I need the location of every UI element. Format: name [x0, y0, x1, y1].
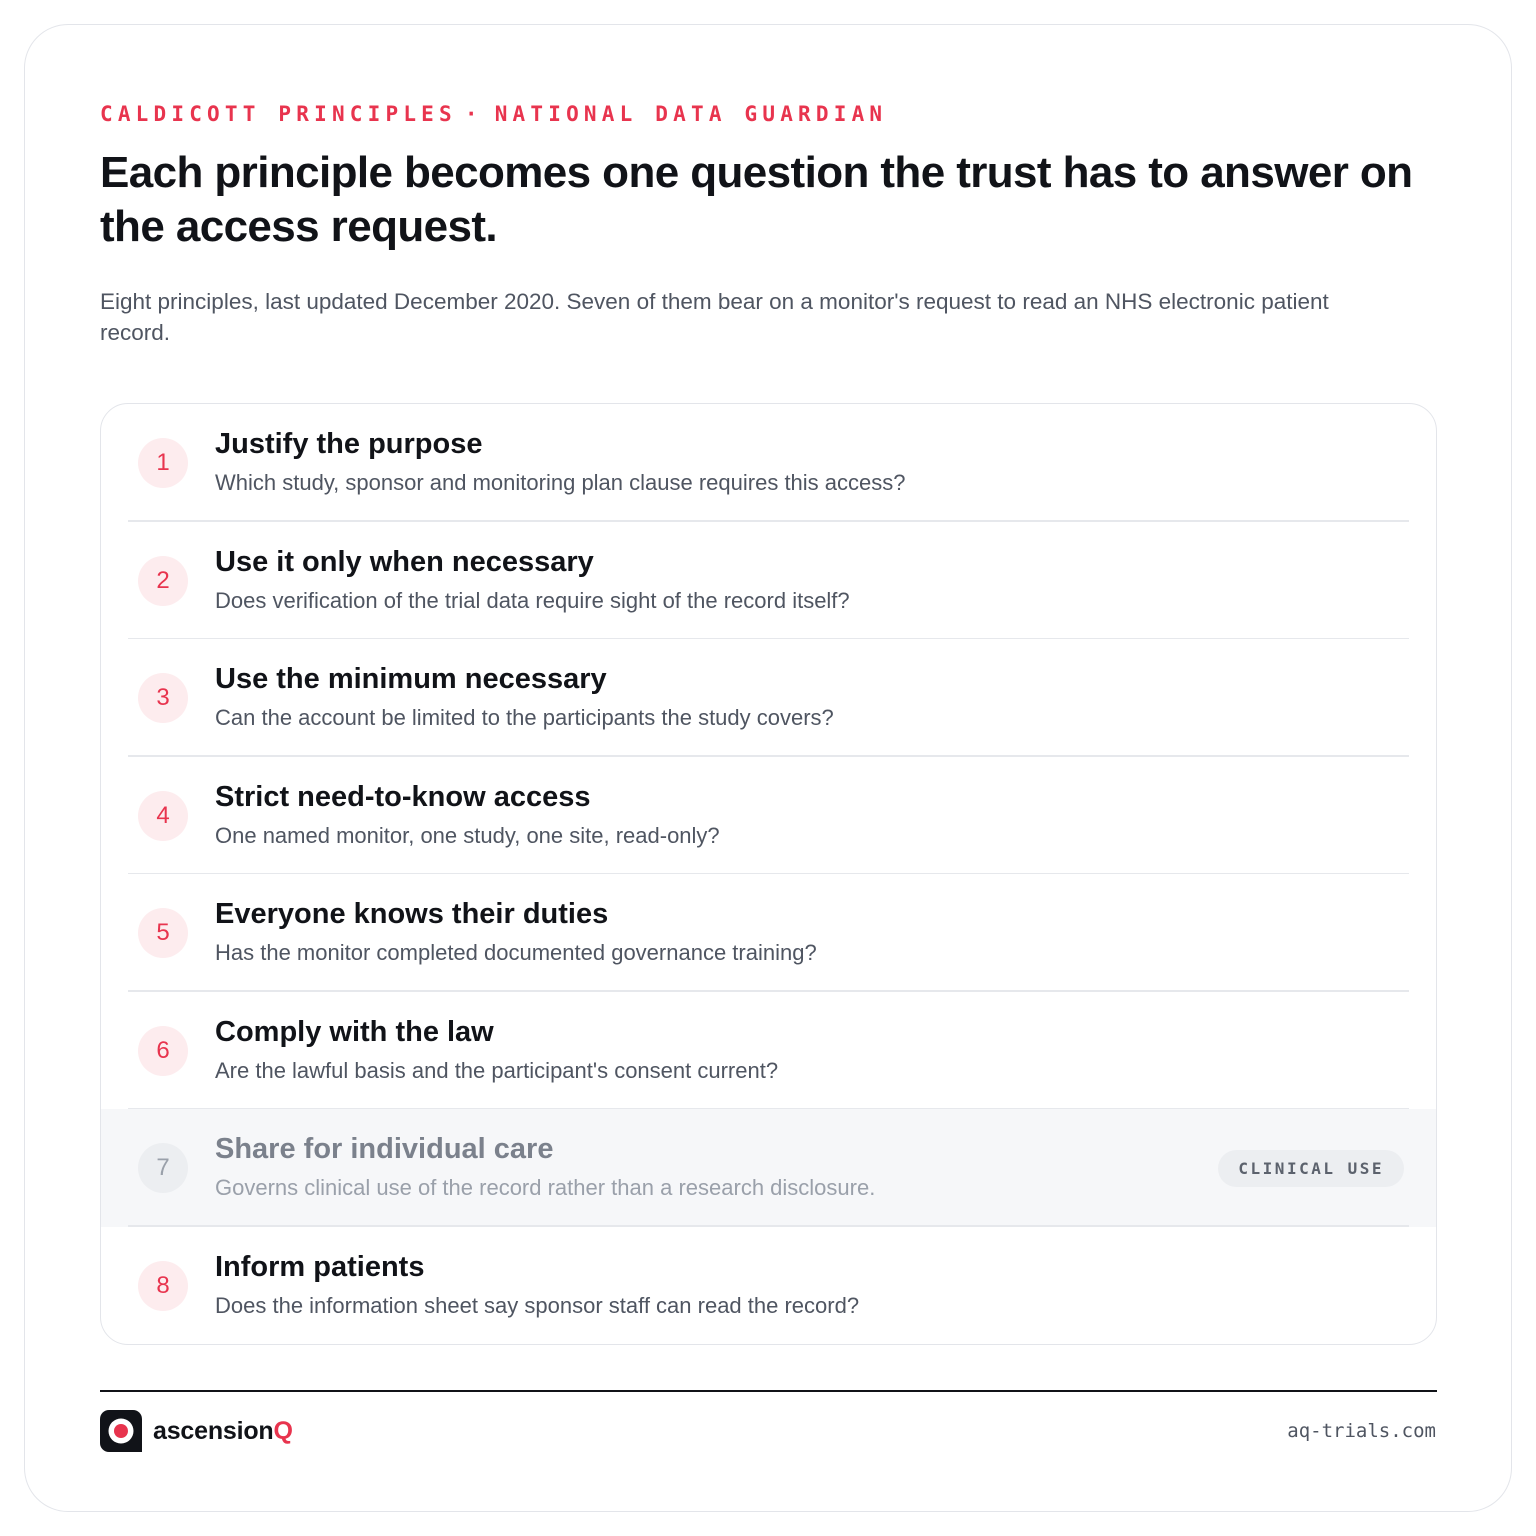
- principle-title: Everyone knows their duties: [215, 898, 609, 930]
- principle-title: Justify the purpose: [215, 428, 483, 460]
- eyebrow: [100, 102, 887, 126]
- page-title: Each principle becomes one question the trust has to answer on the access request.: [100, 148, 1413, 251]
- principle-question: Which study, sponsor and monitoring plan clause requires this access?: [215, 470, 906, 495]
- website-url: aq-trials.com: [1287, 1420, 1436, 1442]
- principle-title: Use the minimum necessary: [215, 663, 607, 695]
- footer-divider: [100, 1390, 1437, 1392]
- principle-number-badge: 3: [138, 673, 188, 723]
- brand-name-accent: Q: [273, 1416, 293, 1445]
- principle-question: Are the lawful basis and the participant's consent current?: [215, 1057, 779, 1083]
- principle-title: Inform patients: [215, 1250, 425, 1283]
- brand-logo: [100, 1410, 293, 1452]
- principle-number-badge: 8: [138, 1261, 188, 1311]
- principle-number-badge: 5: [138, 908, 188, 958]
- principle-title: Comply with the law: [215, 1015, 494, 1048]
- principle-row-2: [101, 522, 1436, 640]
- principle-question: Can the account be limited to the participants the study covers?: [215, 705, 834, 730]
- page-subtitle: Eight principles, last updated December 2020. Seven of them bear on a monitor's request to read an NHS electronic patient record.: [100, 289, 1329, 345]
- principle-question: Does the information sheet say sponsor staff can read the record?: [215, 1292, 860, 1318]
- principle-number-badge: 2: [138, 556, 188, 606]
- brand-name: [153, 1417, 293, 1446]
- principle-title: Strict need-to-know access: [215, 780, 591, 813]
- principle-title: Use it only when necessary: [215, 545, 594, 578]
- principle-row-7: [101, 1109, 1436, 1227]
- principle-row-3: [101, 639, 1436, 757]
- principles-list: [100, 403, 1437, 1345]
- eyebrow-source: CALDICOTT PRINCIPLES: [100, 102, 457, 126]
- principle-question: Governs clinical use of the record rather than a research disclosure.: [215, 1175, 876, 1200]
- principle-row-5: [101, 874, 1436, 992]
- principle-question: One named monitor, one study, one site, read-only?: [215, 822, 720, 848]
- principle-number-badge: 1: [138, 438, 188, 488]
- principle-question: Does verification of the trial data require sight of the record itself?: [215, 587, 850, 613]
- principle-row-4: [101, 757, 1436, 875]
- principle-question: Has the monitor completed documented governance training?: [215, 940, 817, 965]
- clinical-use-badge: CLINICAL USE: [1218, 1150, 1404, 1187]
- principle-number-badge: 6: [138, 1026, 188, 1076]
- eyebrow-publisher: NATIONAL DATA GUARDIAN: [494, 102, 888, 126]
- principle-row-6: [101, 992, 1436, 1110]
- brand-name-main: ascension: [153, 1416, 274, 1445]
- ascensionq-logo-icon: [100, 1410, 142, 1452]
- principle-title: Share for individual care: [215, 1133, 554, 1165]
- principle-number-badge: 7: [138, 1143, 188, 1193]
- principle-row-1: [101, 404, 1436, 522]
- eyebrow-separator: ·: [464, 102, 483, 126]
- principle-number-badge: 4: [138, 791, 188, 841]
- principle-row-8: [101, 1227, 1436, 1345]
